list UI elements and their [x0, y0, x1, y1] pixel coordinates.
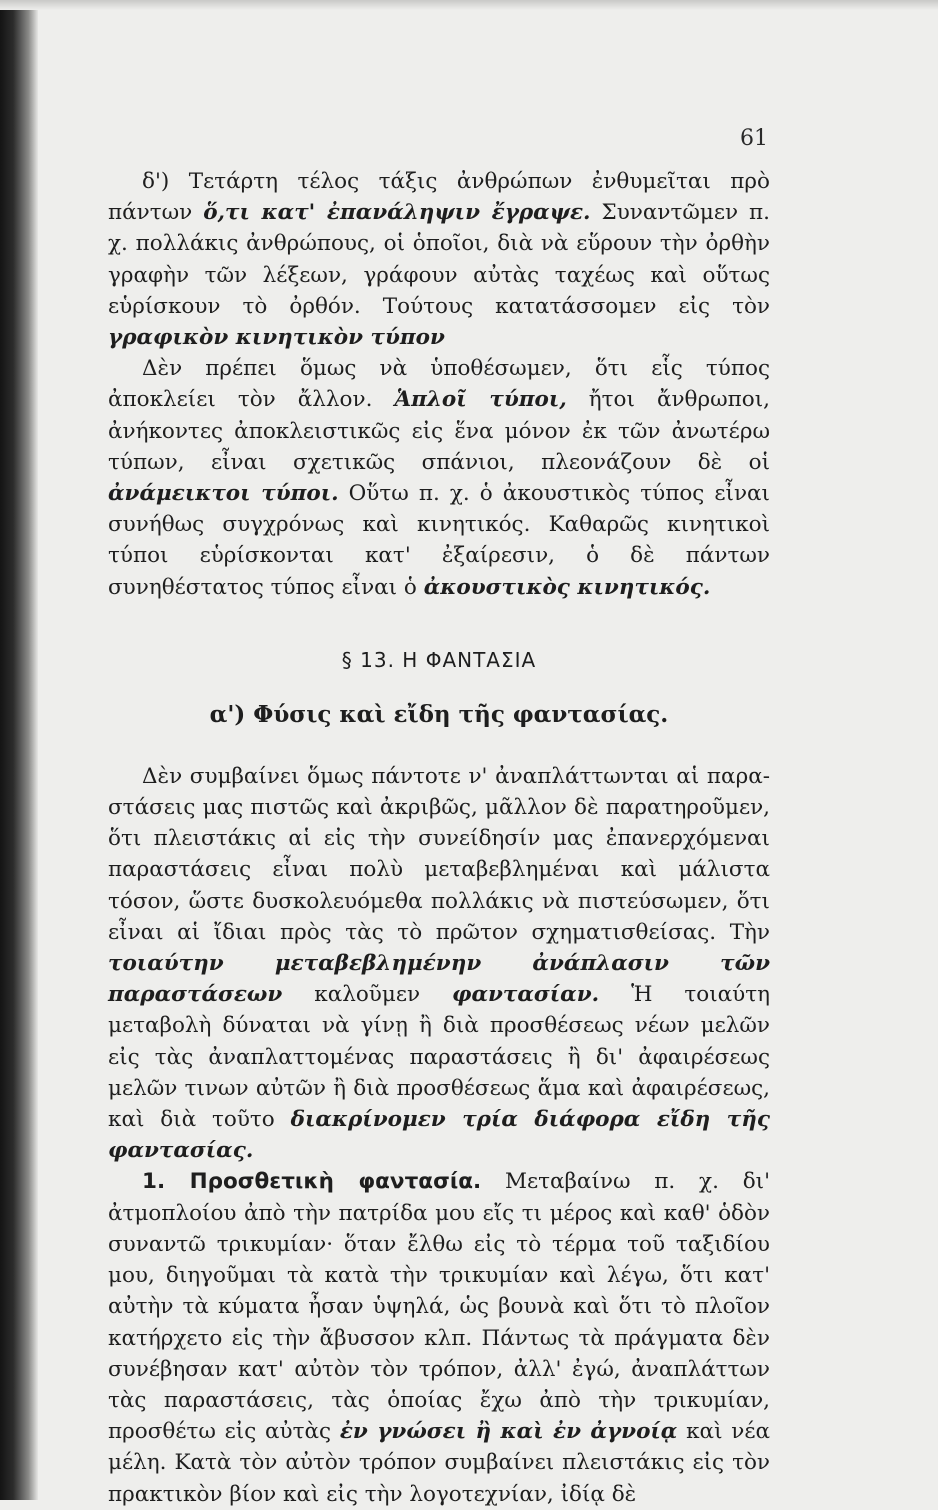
- emphasis: ὅ,τι κατ' ἐπανάληψιν ἔγραψε.: [203, 200, 591, 226]
- paragraph-additive-imagination: [108, 1166, 770, 1509]
- paragraph-imagination-definition: [108, 761, 770, 1167]
- page-number: 61: [740, 126, 768, 151]
- text-run: Συναντῶμεν π. χ. πολλάκις ἀνθρώπους, οἱ ὁποῖοι, διὰ νὰ εὕρουν τὴν ὀρθὴν γραφὴν τῶν λέξεων, γράφουν αὐτὰς ταχέως καὶ οὕτως εὑρίσκουν τὸ ὀρθόν. Τούτους κατατάσσομεν εἰς τὸν: [108, 200, 771, 319]
- paragraph-fourth-type: [108, 166, 770, 353]
- text-run: Δὲν συμβαίνει ὅμως πάντοτε ν' ἀναπλάττωνται αἱ παραστάσεις μας πιστῶς καὶ ἀκριβῶς, μᾶλλον δὲ παρατηροῦμεν, ὅτι πλειστάκις αἱ εἰς τὴν συνείδησίν μας ἐπανερχόμεναι παραστάσεις εἶναι πολὺ μεταβεβλημέναι καὶ μάλιστα τόσον, ὥστε δυσκολευόμεθα πολλάκις νὰ πιστεύσωμεν, ὅτι εἶναι αἱ ἴδιαι πρὸς τὰς τὸ πρῶτον σχηματισθείσας. Τὴν: [108, 763, 770, 945]
- text-run: Ἡ τοιαύτη μεταβολὴ δύναται νὰ γίνῃ ἢ διὰ προσθέσεως νέων μελῶν εἰς τὰς ἀναπλαττομένας παραστάσεις ἢ δι' ἀφαιρέσεως μελῶν τινων αὐτῶν ἢ διὰ προσθέσεως ἅμα καὶ ἀφαιρέσεως, καὶ διὰ τοῦτο: [108, 982, 771, 1133]
- text-run: καλοῦμεν: [282, 982, 452, 1008]
- text-run: Οὕτω π. χ. ὁ ἀκουστικὸς τύπος εἶναι συνήθως συγχρόνως καὶ κινητικός. Καθαρῶς κινητικοὶ τύποι εὑρίσκονται κατ' ἐξαίρεσιν, ὁ δὲ πάντων συνηθέστατος τύπος εἶναι ὁ: [108, 481, 770, 600]
- text-run: Μεταβαίνω π. χ. δι' ἀτμοπλοίου ἀπὸ τὴν πατρίδα μου εἴς τι μέρος καὶ καθ' ὁδὸν συναντῶ τρικυμίαν· ὅταν ἔλθω εἰς τὸ τέρμα τοῦ ταξιδίου μου, διηγοῦμαι τὰ κατὰ τὴν τρικυμίαν καὶ λέγω, ὅτι κατ' αὐτὴν τὰ κύματα ἦσαν ὑψηλά, ὡς βουνὰ καὶ ὅτι τὸ πλοῖον κατήρχετο εἰς τὴν ἄβυσσον κλπ. Πάντως τὰ πράγματα δὲν συνέβησαν κατ' αὐτὸν τὸν τρόπον, ἀλλ' ἐγώ, ἀναπλάττων τὰς παραστάσεις, τὰς ὁποίας ἔχω ἀπὸ τὴν τρικυμίαν, προσθέτω εἰς αὐτὰς: [108, 1169, 770, 1445]
- page-top-edge: [0, 0, 938, 10]
- emphasis: ἀκουστικὸς κινητικός.: [423, 574, 711, 600]
- book-binding-shadow: [0, 0, 38, 1500]
- section-heading: § 13. Η ΦΑΝΤΑΣΙΑ: [341, 647, 537, 672]
- numbered-heading: 1. Προσθετικὴ φαντασία.: [142, 1169, 482, 1195]
- emphasis: γραφικὸν κινητικὸν τύπον: [108, 325, 445, 351]
- emphasis: ἐν γνώσει ἢ καὶ ἐν ἀγνοίᾳ: [339, 1419, 678, 1445]
- text-run: ἤτοι ἄνθρωποι, ἀνήκοντες ἀποκλειστικῶς εἰς ἕνα μόνον ἐκ τῶν ἀνωτέρω τύπων, εἶναι σχετικῶς σπάνιοι, πλεονάζουν δὲ οἱ: [108, 387, 770, 475]
- emphasis: ἀνάμεικτοι τύποι.: [108, 481, 339, 507]
- paragraph-mixed-types: [108, 353, 770, 603]
- emphasis: Ἁπλοῖ τύποι,: [394, 387, 567, 413]
- page-body: [108, 166, 770, 1510]
- subheading: α') Φύσις καὶ εἴδη τῆς φαντασίας.: [209, 700, 669, 728]
- text-run: δ') Τετάρτη τέλος τάξις ἀνθρώπων ἐνθυμεῖται πρὸ πάντων: [108, 169, 770, 226]
- emphasis: τοιαύτην μεταβεβλημένην ἀνάπλασιν τῶν παραστάσεων: [108, 951, 770, 1008]
- text-run: καὶ νέα μέλη. Κατὰ τὸν αὐτὸν τρόπον συμβαίνει πλειστάκις εἰς τὸν πρακτικὸν βίον καὶ εἰς τὴν λογοτεχνίαν, ἰδίᾳ δὲ: [108, 1419, 770, 1507]
- emphasis: φαντασίαν.: [452, 982, 600, 1008]
- emphasis: διακρίνομεν τρία διάφορα εἴδη τῆς φαντασίας.: [108, 1107, 770, 1164]
- text-run: Δὲν πρέπει ὅμως νὰ ὑποθέσωμεν, ὅτι εἷς τύπος ἀποκλείει τὸν ἄλλον.: [108, 356, 770, 413]
